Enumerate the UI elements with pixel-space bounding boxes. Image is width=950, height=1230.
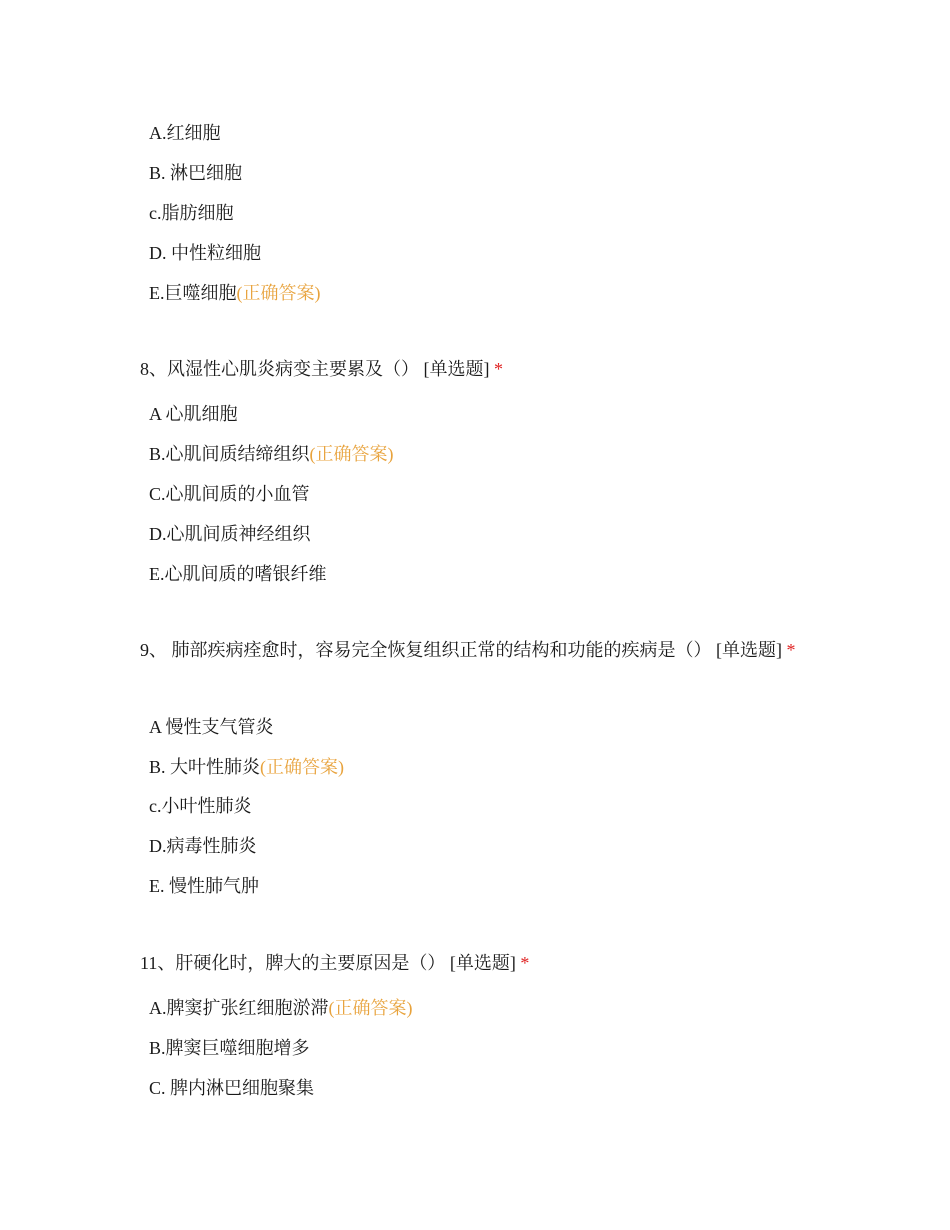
option-text: B. 淋巴细胞	[149, 163, 243, 183]
option-c	[149, 482, 310, 506]
correct-answer-marker: (正确答案)	[260, 757, 345, 777]
option-text: E.心肌间质的嗜银纤维	[149, 564, 327, 584]
option-e	[149, 562, 327, 586]
option-text: E. 慢性肺气肿	[149, 876, 259, 896]
option-text: A.红细胞	[149, 123, 221, 143]
option-text: A 心肌细胞	[149, 404, 238, 424]
question-text: 11、肝硬化时，脾大的主要原因是（） [单选题]	[140, 953, 516, 973]
option-text: C.心肌间质的小血管	[149, 484, 310, 504]
option-c	[149, 794, 252, 818]
question-9-title	[140, 634, 810, 667]
option-e	[149, 281, 321, 305]
option-d	[149, 834, 257, 858]
option-text: C. 脾内淋巴细胞聚集	[149, 1078, 315, 1098]
option-b	[149, 1036, 310, 1060]
option-a	[149, 402, 238, 426]
option-text: B. 大叶性肺炎	[149, 757, 261, 777]
option-text: D.心肌间质神经组织	[149, 524, 311, 544]
option-text: c.脂肪细胞	[149, 203, 234, 223]
question-11-title	[140, 947, 820, 980]
correct-answer-marker: (正确答案)	[236, 283, 321, 303]
question-8-title	[140, 353, 820, 386]
option-text: A 慢性支气管炎	[149, 717, 274, 737]
option-text: E.巨噬细胞	[149, 283, 237, 303]
correct-answer-marker: (正确答案)	[328, 998, 413, 1018]
option-text: D.病毒性肺炎	[149, 836, 257, 856]
option-text: D. 中性粒细胞	[149, 243, 261, 263]
correct-answer-marker: (正确答案)	[309, 444, 394, 464]
question-text: 8、风湿性心肌炎病变主要累及（） [单选题]	[140, 359, 490, 379]
option-b	[149, 442, 394, 466]
option-c	[149, 1076, 314, 1100]
option-b	[149, 755, 344, 779]
required-asterisk: *	[786, 640, 796, 660]
option-text: c.小叶性肺炎	[149, 796, 252, 816]
option-c	[149, 201, 234, 225]
option-text: A.脾窦扩张红细胞淤滞	[149, 998, 329, 1018]
option-d	[149, 522, 311, 546]
required-asterisk: *	[520, 953, 530, 973]
option-b	[149, 161, 242, 185]
option-text: B.心肌间质结缔组织	[149, 444, 310, 464]
question-text: 9、 肺部疾病痊愈时，容易完全恢复组织正常的结构和功能的疾病是（） [单选题]	[140, 640, 782, 660]
option-a	[149, 996, 413, 1020]
option-a	[149, 121, 221, 145]
option-d	[149, 241, 261, 265]
required-asterisk: *	[494, 359, 503, 379]
option-a	[149, 715, 274, 739]
option-e	[149, 874, 259, 898]
option-text: B.脾窦巨噬细胞增多	[149, 1038, 310, 1058]
